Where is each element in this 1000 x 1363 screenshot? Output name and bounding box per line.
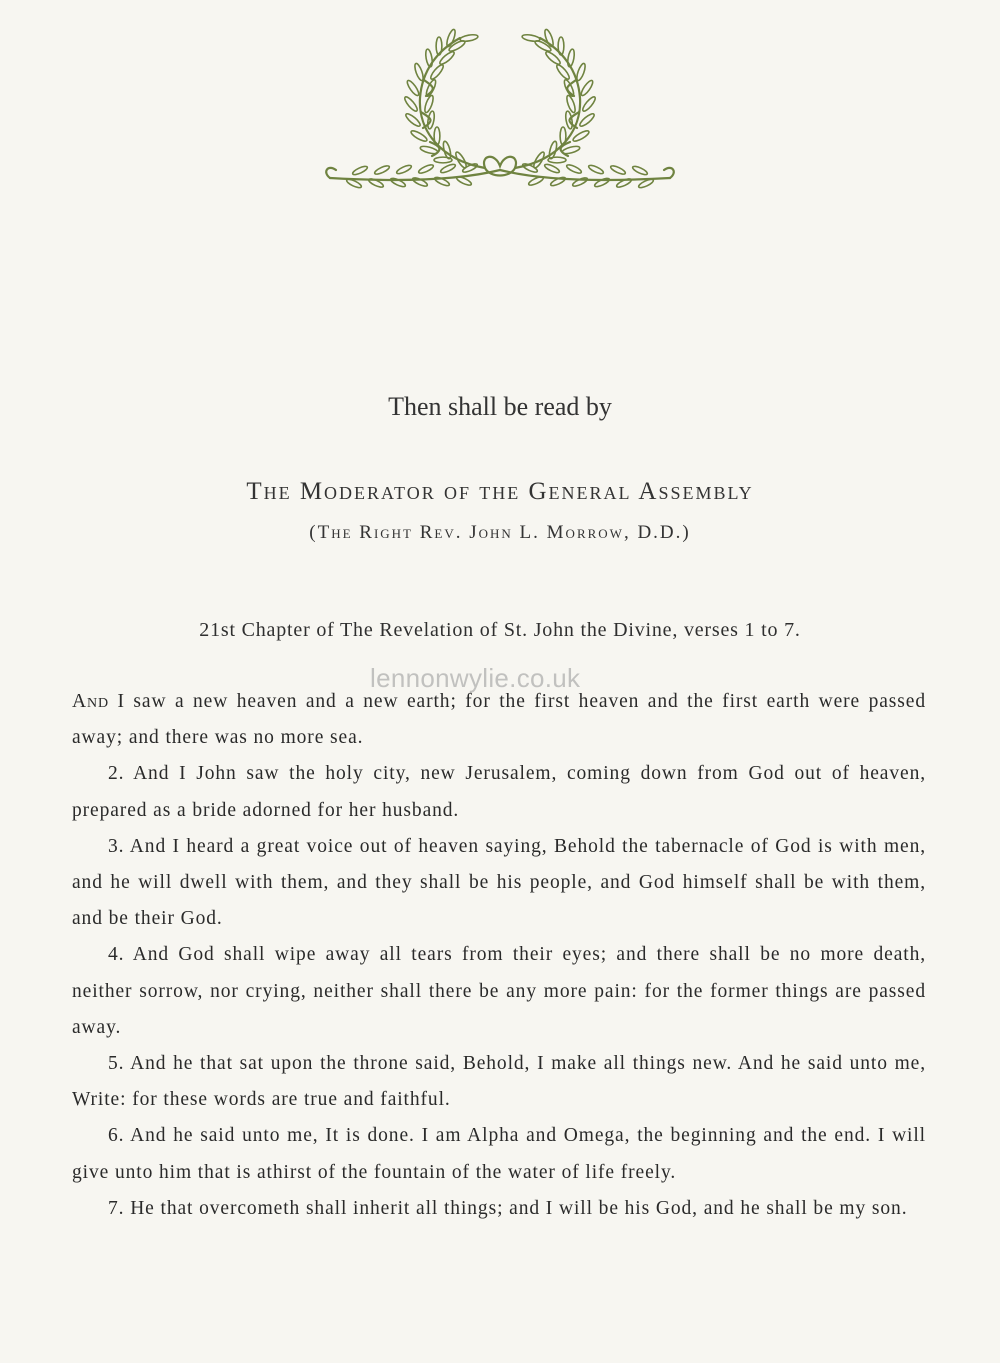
site-watermark: lennonwylie.co.uk bbox=[370, 663, 581, 693]
laurel-leaf bbox=[579, 79, 594, 97]
verse-1-lead: And bbox=[72, 691, 110, 712]
laurel-leaf bbox=[548, 157, 566, 163]
laurel-leaf bbox=[404, 112, 421, 128]
wreath-spray-right-curl bbox=[664, 168, 674, 178]
laurel-leaf bbox=[396, 164, 413, 175]
laurel-leaf bbox=[558, 37, 564, 55]
laurel-leaf bbox=[575, 63, 587, 82]
laurel-leaf bbox=[567, 49, 576, 68]
laurel-leaf bbox=[572, 129, 590, 143]
laurel-leaf bbox=[560, 127, 566, 145]
laurel-leaf bbox=[403, 95, 419, 112]
laurel-leaf bbox=[418, 163, 435, 174]
laurel-leaf bbox=[436, 37, 442, 55]
verse-2: 2. And I John saw the holy city, new Jerusalem, coming down from God out of heaven, prepared as a bride adorned for her husband. bbox=[72, 763, 926, 821]
laurel-leaf bbox=[413, 63, 425, 82]
scripture-passage bbox=[72, 684, 926, 1227]
laurel-leaf bbox=[405, 79, 420, 97]
laurel-leaf bbox=[572, 176, 589, 187]
verse-3: 3. And I heard a great voice out of heaven saying, Behold the tabernacle of God is with men, and he will dwell with them, and they shall be his people, and God himself shall be with them, and be their God. bbox=[72, 835, 926, 930]
moderator-title: The Moderator of the General Assembly bbox=[246, 478, 754, 505]
wreath-group bbox=[326, 38, 674, 180]
intro-heading: Then shall be read by bbox=[388, 392, 612, 421]
laurel-leaf bbox=[434, 157, 452, 163]
laurel-leaf bbox=[434, 127, 440, 145]
wreath-spray-left-curl bbox=[326, 168, 336, 178]
verse-6: 6. And he said unto me, It is done. I am Alpha and Omega, the beginning and the end. I will give unto him that is athirst of the fountain of the water of life freely. bbox=[72, 1125, 926, 1183]
laurel-leaf bbox=[594, 177, 611, 188]
verse-7: 7. He that overcometh shall inherit all things; and I will be his God, and he shall be my son. bbox=[108, 1197, 908, 1219]
chapter-reference: 21st Chapter of The Revelation of St. John the Divine, verses 1 to 7. bbox=[199, 619, 801, 641]
laurel-leaf bbox=[566, 163, 583, 174]
laurel-leaf bbox=[632, 165, 649, 176]
laurel-leaf bbox=[440, 163, 457, 174]
laurel-leaf bbox=[588, 164, 605, 175]
laurel-leaf bbox=[581, 95, 597, 112]
verse-1 bbox=[72, 684, 926, 756]
laurel-leaf bbox=[544, 163, 561, 174]
laurel-leaf bbox=[352, 165, 369, 176]
laurel-leaf bbox=[420, 145, 439, 155]
laurel-leaf bbox=[410, 129, 428, 143]
laurel-leaf bbox=[610, 164, 627, 175]
laurel-leaf bbox=[425, 49, 434, 68]
laurel-wreath-ornament bbox=[320, 20, 680, 195]
verse-5: 5. And he that sat upon the throne said, Behold, I make all things new. And he said unto me, Write: for these words are true and faithful. bbox=[72, 1053, 926, 1111]
laurel-leaf bbox=[390, 177, 407, 188]
laurel-leaf bbox=[448, 39, 466, 53]
laurel-leaf bbox=[534, 39, 552, 53]
laurel-leaf bbox=[562, 145, 581, 155]
laurel-leaf bbox=[578, 112, 595, 128]
verse-4: 4. And God shall wipe away all tears from their eyes; and there shall be no more death, neither sorrow, nor crying, neither shall there be any more pain: for the former things are passed away. bbox=[72, 944, 926, 1038]
reverend-name: (The Right Rev. John L. Morrow, D.D.) bbox=[309, 522, 691, 543]
verse-1-text: I saw a new heaven and a new earth; for the first heaven and the first earth were passed away; and there was no more sea. bbox=[72, 691, 926, 749]
laurel-leaf bbox=[374, 164, 391, 175]
laurel-leaf bbox=[412, 176, 429, 187]
